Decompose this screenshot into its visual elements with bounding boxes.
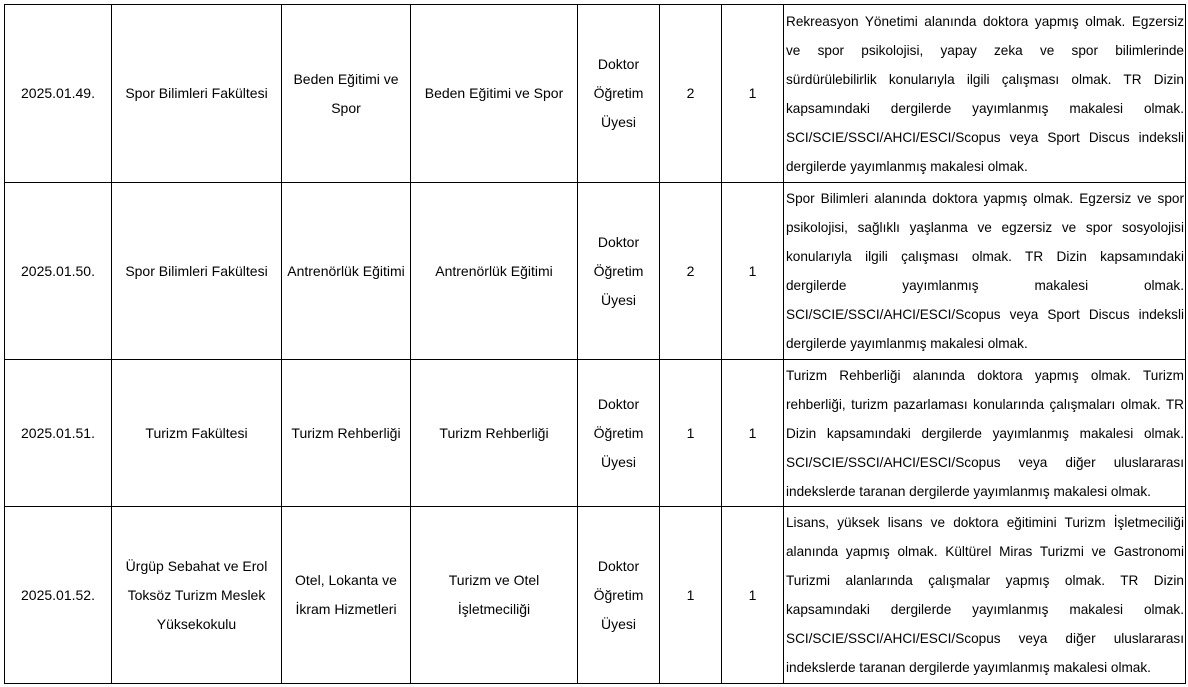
position-count: 1 (722, 507, 784, 684)
unit-name: Spor Bilimleri Fakültesi (112, 5, 282, 183)
table-row (5, 360, 1186, 507)
announcement-number: 2025.01.51. (5, 360, 112, 507)
unit-name: Turizm Fakültesi (112, 360, 282, 507)
requirements-text: Spor Bilimleri alanında doktora yapmış olmak. Egzersiz ve spor psikolojisi, sağlıklı yaşlanma ve egzersiz ve spor sosyolojisi konularıyla ilgili çalışması olmak. TR Dizin kapsamındaki dergilerde yayımlanmış makalesi olmak. SCI/SCIE/SSCI/AHCI/ESCI/Scopus veya Sport Discus indeksli dergilerde yayımlanmış makalesi olmak. (784, 183, 1186, 360)
academic-title: Doktor Öğretim Üyesi (578, 507, 660, 684)
announcement-number: 2025.01.52. (5, 507, 112, 684)
requirements-text: Rekreasyon Yönetimi alanında doktora yapmış olmak. Egzersiz ve spor psikolojisi, yapay zeka ve spor bilimlerinde sürdürülebilirlik konularıyla ilgili çalışması olmak. TR Dizin kapsamındaki dergilerde yayımlanmış makalesi olmak. SCI/SCIE/SSCI/AHCI/ESCI/Scopus veya Sport Discus indeksli dergilerde yayımlanmış makalesi olmak. (784, 5, 1186, 183)
department-name: Turizm Rehberliği (282, 360, 411, 507)
program-name: Beden Eğitimi ve Spor (411, 5, 578, 183)
staff-degree: 1 (660, 507, 722, 684)
table-row (5, 5, 1186, 183)
program-name: Turizm Rehberliği (411, 360, 578, 507)
requirements-text: Turizm Rehberliği alanında doktora yapmış olmak. Turizm rehberliği, turizm pazarlaması konularında çalışmaları olmak. TR Dizin kapsamındaki dergilerde yayımlanmış makalesi olmak. SCI/SCIE/SSCI/AHCI/ESCI/Scopus veya diğer uluslararası indekslerde taranan dergilerde yayımlanmış makalesi olmak. (784, 360, 1186, 507)
academic-title: Doktor Öğretim Üyesi (578, 183, 660, 360)
program-name: Turizm ve Otel İşletmeciliği (411, 507, 578, 684)
program-name: Antrenörlük Eğitimi (411, 183, 578, 360)
announcement-number: 2025.01.50. (5, 183, 112, 360)
position-count: 1 (722, 183, 784, 360)
department-name: Antrenörlük Eğitimi (282, 183, 411, 360)
table-row (5, 507, 1186, 684)
staff-degree: 1 (660, 360, 722, 507)
unit-name: Ürgüp Sebahat ve Erol Toksöz Turizm Meslek Yüksekokulu (112, 507, 282, 684)
positions-table (4, 4, 1186, 684)
staff-degree: 2 (660, 183, 722, 360)
announcement-number: 2025.01.49. (5, 5, 112, 183)
department-name: Beden Eğitimi ve Spor (282, 5, 411, 183)
unit-name: Spor Bilimleri Fakültesi (112, 183, 282, 360)
requirements-text: Lisans, yüksek lisans ve doktora eğitimini Turizm İşletmeciliği alanında yapmış olmak. Kültürel Miras Turizmi ve Gastronomi Turizmi alanlarında çalışmalar yapmış olmak. TR Dizin kapsamındaki dergilerde yayımlanmış makalesi olmak. SCI/SCIE/SSCI/AHCI/ESCI/Scopus veya diğer uluslararası indekslerde taranan dergilerde yayımlanmış makalesi olmak. (784, 507, 1186, 684)
position-count: 1 (722, 5, 784, 183)
table-row (5, 183, 1186, 360)
academic-title: Doktor Öğretim Üyesi (578, 5, 660, 183)
academic-title: Doktor Öğretim Üyesi (578, 360, 660, 507)
position-count: 1 (722, 360, 784, 507)
department-name: Otel, Lokanta ve İkram Hizmetleri (282, 507, 411, 684)
staff-degree: 2 (660, 5, 722, 183)
